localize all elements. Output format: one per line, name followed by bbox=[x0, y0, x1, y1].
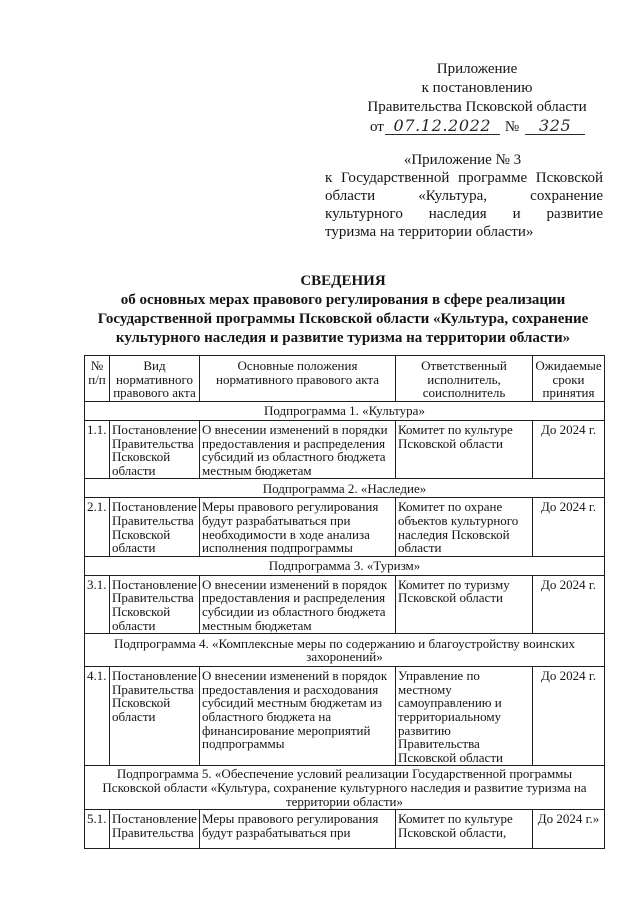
header-act-type: Вид нормативного правового акта bbox=[110, 356, 200, 402]
date-prefix: от bbox=[370, 119, 384, 135]
appendix-line: к Государственной программе Псковской bbox=[325, 170, 603, 186]
heading-line: культурного наследия и развитие туризма на территории области» bbox=[115, 330, 571, 346]
expected-deadline: До 2024 г. bbox=[533, 667, 605, 766]
row-number: 4.1. bbox=[85, 667, 110, 766]
expected-deadline: До 2024 г.» bbox=[533, 810, 605, 849]
table-row bbox=[85, 575, 605, 633]
approval-line: Правительства Псковской области bbox=[367, 99, 587, 115]
document-heading bbox=[60, 272, 626, 348]
expected-deadline: До 2024 г. bbox=[533, 498, 605, 556]
heading-line: об основных мерах правового регулирования в сфере реализации bbox=[120, 292, 566, 308]
appendix-block bbox=[325, 151, 603, 241]
act-type: Постановление Правительства Псковской области bbox=[110, 498, 200, 556]
measures-table bbox=[84, 355, 605, 849]
row-number: 1.1. bbox=[85, 421, 110, 479]
document-title: СВЕДЕНИЯ bbox=[300, 273, 386, 289]
act-type: Постановление Правительства bbox=[110, 810, 200, 849]
act-provisions: О внесении изменений в порядки предоставления и распределения субсидий из областного бюджета местным бюджетам bbox=[200, 421, 396, 479]
appendix-line: культурного наследия и развитие bbox=[325, 206, 603, 222]
approval-block bbox=[360, 60, 594, 117]
responsible-executor: Комитет по культуре Псковской области, bbox=[396, 810, 533, 849]
approval-date-line bbox=[370, 117, 585, 136]
responsible-executor: Комитет по туризму Псковской области bbox=[396, 575, 533, 633]
heading-line: Государственной программы Псковской области «Культура, сохранение bbox=[97, 311, 589, 327]
act-type: Постановление Правительства Псковской области bbox=[110, 575, 200, 633]
act-provisions: Меры правового регулирования будут разрабатываться при bbox=[200, 810, 396, 849]
act-type: Постановление Правительства Псковской области bbox=[110, 421, 200, 479]
responsible-executor: Управление по местному самоуправлению и территориальному развитию Правительства Псковской области bbox=[396, 667, 533, 766]
expected-deadline: До 2024 г. bbox=[533, 575, 605, 633]
handwritten-number: 325 bbox=[525, 117, 585, 135]
responsible-executor: Комитет по охране объектов культурного наследия Псковской области bbox=[396, 498, 533, 556]
table-row bbox=[85, 421, 605, 479]
number-sign: № bbox=[504, 119, 520, 135]
responsible-executor: Комитет по культуре Псковской области bbox=[396, 421, 533, 479]
act-provisions: Меры правового регулирования будут разрабатываться при необходимости в ходе анализа исполнения подпрограммы bbox=[200, 498, 396, 556]
act-type: Постановление Правительства Псковской области bbox=[110, 667, 200, 766]
table-row bbox=[85, 667, 605, 766]
header-provisions: Основные положения нормативного правового акта bbox=[200, 356, 396, 402]
header-number: № п/п bbox=[85, 356, 110, 402]
approval-line: к постановлению bbox=[421, 80, 533, 96]
subprogram-row bbox=[85, 402, 605, 421]
subprogram-row bbox=[85, 556, 605, 575]
row-number: 3.1. bbox=[85, 575, 110, 633]
act-provisions: О внесении изменений в порядок предоставления и распределения субсидии из областного бюджета местным бюджетам bbox=[200, 575, 396, 633]
row-number: 2.1. bbox=[85, 498, 110, 556]
subprogram-row bbox=[85, 634, 605, 667]
subprogram-title: Подпрограмма 3. «Туризм» bbox=[85, 556, 605, 575]
appendix-line: области «Культура, сохранение bbox=[325, 188, 603, 204]
subprogram-title: Подпрограмма 1. «Культура» bbox=[85, 402, 605, 421]
handwritten-date: 07.12.2022 bbox=[385, 117, 500, 135]
header-executor: Ответственный исполнитель, соисполнитель bbox=[396, 356, 533, 402]
subprogram-row bbox=[85, 479, 605, 498]
appendix-title: «Приложение № 3 bbox=[403, 152, 522, 168]
subprogram-title: Подпрограмма 2. «Наследие» bbox=[85, 479, 605, 498]
header-deadline: Ожидаемые сроки принятия bbox=[533, 356, 605, 402]
subprogram-title: Подпрограмма 5. «Обеспечение условий реализации Государственной программы Псковской области «Культура, сохранение культурного наследия и развитие туризма на территории области» bbox=[85, 766, 605, 810]
expected-deadline: До 2024 г. bbox=[533, 421, 605, 479]
table-row bbox=[85, 810, 605, 849]
act-provisions: О внесении изменений в порядок предоставления и расходования субсидий местным бюджетам из областного бюджета на финансирование мероприятий подпрограммы bbox=[200, 667, 396, 766]
appendix-line: туризма на территории области» bbox=[325, 224, 534, 240]
table-header-row bbox=[85, 356, 605, 402]
table-row bbox=[85, 498, 605, 556]
subprogram-row bbox=[85, 766, 605, 810]
subprogram-title: Подпрограмма 4. «Комплексные меры по содержанию и благоустройству воинских захоронений» bbox=[85, 634, 605, 667]
approval-line: Приложение bbox=[436, 61, 518, 77]
row-number: 5.1. bbox=[85, 810, 110, 849]
